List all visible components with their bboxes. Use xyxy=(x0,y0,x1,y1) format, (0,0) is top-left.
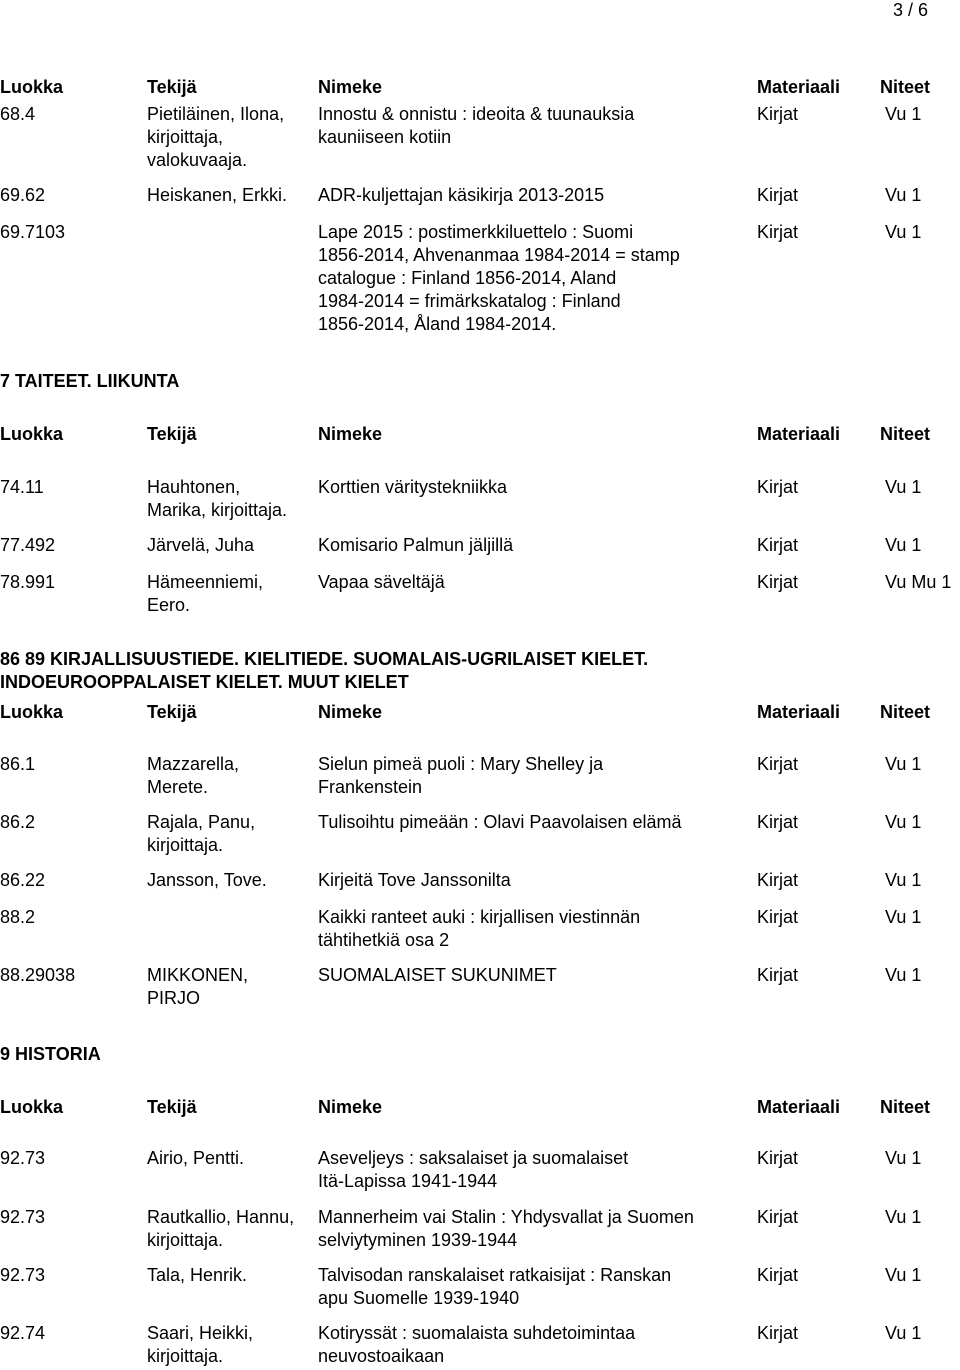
cell-nimeke: Frankenstein xyxy=(318,777,423,797)
header-nimeke: Nimeke xyxy=(318,77,383,97)
cell-nimeke: 1856-2014, Ahvenanmaa 1984-2014 = stamp xyxy=(318,245,680,265)
header-nimeke: Nimeke xyxy=(318,424,383,444)
cell-niteet: Vu 1 xyxy=(885,870,922,890)
cell-materiaali: Kirjat xyxy=(757,185,799,205)
cell-niteet: Vu 1 xyxy=(885,1265,922,1285)
cell-nimeke: Sielun pimeä puoli : Mary Shelley ja xyxy=(318,754,604,774)
cell-nimeke: Korttien väritystekniikka xyxy=(318,477,508,497)
header-niteet: Niteet xyxy=(880,424,931,444)
cell-niteet: Vu 1 xyxy=(885,754,922,774)
cell-luokka: 77.492 xyxy=(0,535,56,555)
cell-materiaali: Kirjat xyxy=(757,907,799,927)
cell-luokka: 78.991 xyxy=(0,572,56,592)
cell-niteet: Vu 1 xyxy=(885,185,922,205)
header-luokka: Luokka xyxy=(0,1097,64,1117)
cell-materiaali: Kirjat xyxy=(757,1323,799,1343)
cell-nimeke: Itä-Lapissa 1941-1944 xyxy=(318,1171,498,1191)
cell-nimeke: catalogue : Finland 1856-2014, Aland xyxy=(318,268,617,288)
cell-tekija: Hämeenniemi, xyxy=(147,572,264,592)
cell-luokka: 92.74 xyxy=(0,1323,46,1343)
section-title: 9 HISTORIA xyxy=(0,1044,101,1064)
cell-tekija: Pietiläinen, Ilona, xyxy=(147,104,285,124)
cell-nimeke: Tulisoihtu pimeään : Olavi Paavolaisen elämä xyxy=(318,812,682,832)
header-nimeke: Nimeke xyxy=(318,1097,383,1117)
cell-nimeke: ADR-kuljettajan käsikirja 2013-2015 xyxy=(318,185,605,205)
cell-luokka: 92.73 xyxy=(0,1207,46,1227)
cell-tekija: Saari, Heikki, xyxy=(147,1323,254,1343)
cell-nimeke: neuvostoaikaan xyxy=(318,1346,445,1366)
cell-materiaali: Kirjat xyxy=(757,535,799,555)
cell-tekija: kirjoittaja, xyxy=(147,127,224,147)
cell-niteet: Vu 1 xyxy=(885,477,922,497)
cell-tekija: Rautkallio, Hannu, xyxy=(147,1207,295,1227)
cell-tekija: Tala, Henrik. xyxy=(147,1265,248,1285)
cell-niteet: Vu 1 xyxy=(885,1323,922,1343)
cell-materiaali: Kirjat xyxy=(757,477,799,497)
cell-tekija: kirjoittaja. xyxy=(147,835,224,855)
cell-luokka: 86.2 xyxy=(0,812,36,832)
cell-niteet: Vu 1 xyxy=(885,535,922,555)
header-luokka: Luokka xyxy=(0,424,64,444)
cell-nimeke: Mannerheim vai Stalin : Yhdysvallat ja Suomen xyxy=(318,1207,694,1227)
cell-nimeke: 1856-2014, Åland 1984-2014. xyxy=(318,314,557,334)
cell-tekija: Mazzarella, xyxy=(147,754,240,774)
header-niteet: Niteet xyxy=(880,702,931,722)
cell-tekija: Järvelä, Juha xyxy=(147,535,255,555)
header-materiaali: Materiaali xyxy=(757,77,841,97)
cell-luokka: 74.11 xyxy=(0,477,44,497)
header-niteet: Niteet xyxy=(880,1097,931,1117)
header-tekija: Tekijä xyxy=(147,1097,197,1117)
cell-nimeke: 1984-2014 = frimärkskatalog : Finland xyxy=(318,291,621,311)
cell-nimeke: Talvisodan ranskalaiset ratkaisijat : Ranskan xyxy=(318,1265,672,1285)
cell-luokka: 86.1 xyxy=(0,754,36,774)
cell-tekija: Heiskanen, Erkki. xyxy=(147,185,288,205)
cell-tekija: Airio, Pentti. xyxy=(147,1148,245,1168)
header-luokka: Luokka xyxy=(0,77,64,97)
cell-niteet: Vu 1 xyxy=(885,812,922,832)
cell-luokka: 69.7103 xyxy=(0,222,66,242)
cell-nimeke: tähtihetkiä osa 2 xyxy=(318,930,450,950)
cell-luokka: 86.22 xyxy=(0,870,46,890)
cell-nimeke: Lape 2015 : postimerkkiluettelo : Suomi xyxy=(318,222,634,242)
cell-materiaali: Kirjat xyxy=(757,754,799,774)
page-number: 3 / 6 xyxy=(893,0,929,20)
cell-niteet: Vu Mu 1 xyxy=(885,572,952,592)
cell-materiaali: Kirjat xyxy=(757,965,799,985)
cell-tekija: Marika, kirjoittaja. xyxy=(147,500,288,520)
header-materiaali: Materiaali xyxy=(757,702,841,722)
cell-nimeke: Kotiryssät : suomalaista suhdetoimintaa xyxy=(318,1323,636,1343)
cell-niteet: Vu 1 xyxy=(885,104,922,124)
cell-luokka: 88.29038 xyxy=(0,965,76,985)
cell-tekija: MIKKONEN, xyxy=(147,965,249,985)
cell-tekija: Merete. xyxy=(147,777,209,797)
header-materiaali: Materiaali xyxy=(757,1097,841,1117)
cell-materiaali: Kirjat xyxy=(757,104,799,124)
cell-luokka: 69.62 xyxy=(0,185,46,205)
cell-materiaali: Kirjat xyxy=(757,572,799,592)
cell-materiaali: Kirjat xyxy=(757,1265,799,1285)
header-luokka: Luokka xyxy=(0,702,64,722)
cell-tekija: PIRJO xyxy=(147,988,201,1008)
cell-materiaali: Kirjat xyxy=(757,1207,799,1227)
cell-nimeke: kauniiseen kotiin xyxy=(318,127,452,147)
cell-tekija: kirjoittaja. xyxy=(147,1230,224,1250)
cell-nimeke: apu Suomelle 1939-1940 xyxy=(318,1288,520,1308)
cell-luokka: 68.4 xyxy=(0,104,36,124)
cell-materiaali: Kirjat xyxy=(757,812,799,832)
cell-nimeke: Vapaa säveltäjä xyxy=(318,572,445,592)
cell-luokka: 92.73 xyxy=(0,1148,46,1168)
section-title: 86 89 KIRJALLISUUSTIEDE. KIELITIEDE. SUOMALAIS-UGRILAISET KIELET. xyxy=(0,649,649,669)
cell-tekija: Rajala, Panu, xyxy=(147,812,256,832)
header-nimeke: Nimeke xyxy=(318,702,383,722)
header-tekija: Tekijä xyxy=(147,424,197,444)
cell-tekija: kirjoittaja. xyxy=(147,1346,224,1366)
cell-luokka: 92.73 xyxy=(0,1265,46,1285)
cell-tekija: valokuvaaja. xyxy=(147,150,248,170)
cell-nimeke: Komisario Palmun jäljillä xyxy=(318,535,514,555)
section-title: INDOEUROOPPALAISET KIELET. MUUT KIELET xyxy=(0,672,409,692)
cell-materiaali: Kirjat xyxy=(757,870,799,890)
cell-nimeke: selviytyminen 1939-1944 xyxy=(318,1230,518,1250)
header-tekija: Tekijä xyxy=(147,77,197,97)
cell-tekija: Hauhtonen, xyxy=(147,477,241,497)
header-niteet: Niteet xyxy=(880,77,931,97)
cell-niteet: Vu 1 xyxy=(885,1207,922,1227)
cell-luokka: 88.2 xyxy=(0,907,36,927)
section-title: 7 TAITEET. LIIKUNTA xyxy=(0,371,180,391)
header-materiaali: Materiaali xyxy=(757,424,841,444)
cell-nimeke: Innostu & onnistu : ideoita & tuunauksia xyxy=(318,104,635,124)
cell-niteet: Vu 1 xyxy=(885,1148,922,1168)
cell-materiaali: Kirjat xyxy=(757,1148,799,1168)
cell-nimeke: Kirjeitä Tove Janssonilta xyxy=(318,870,511,890)
cell-nimeke: Aseveljeys : saksalaiset ja suomalaiset xyxy=(318,1148,629,1168)
header-tekija: Tekijä xyxy=(147,702,197,722)
cell-niteet: Vu 1 xyxy=(885,222,922,242)
cell-niteet: Vu 1 xyxy=(885,907,922,927)
cell-tekija: Jansson, Tove. xyxy=(147,870,267,890)
cell-materiaali: Kirjat xyxy=(757,222,799,242)
cell-tekija: Eero. xyxy=(147,595,191,615)
cell-nimeke: Kaikki ranteet auki : kirjallisen viestinnän xyxy=(318,907,641,927)
cell-niteet: Vu 1 xyxy=(885,965,922,985)
cell-nimeke: SUOMALAISET SUKUNIMET xyxy=(318,965,557,985)
